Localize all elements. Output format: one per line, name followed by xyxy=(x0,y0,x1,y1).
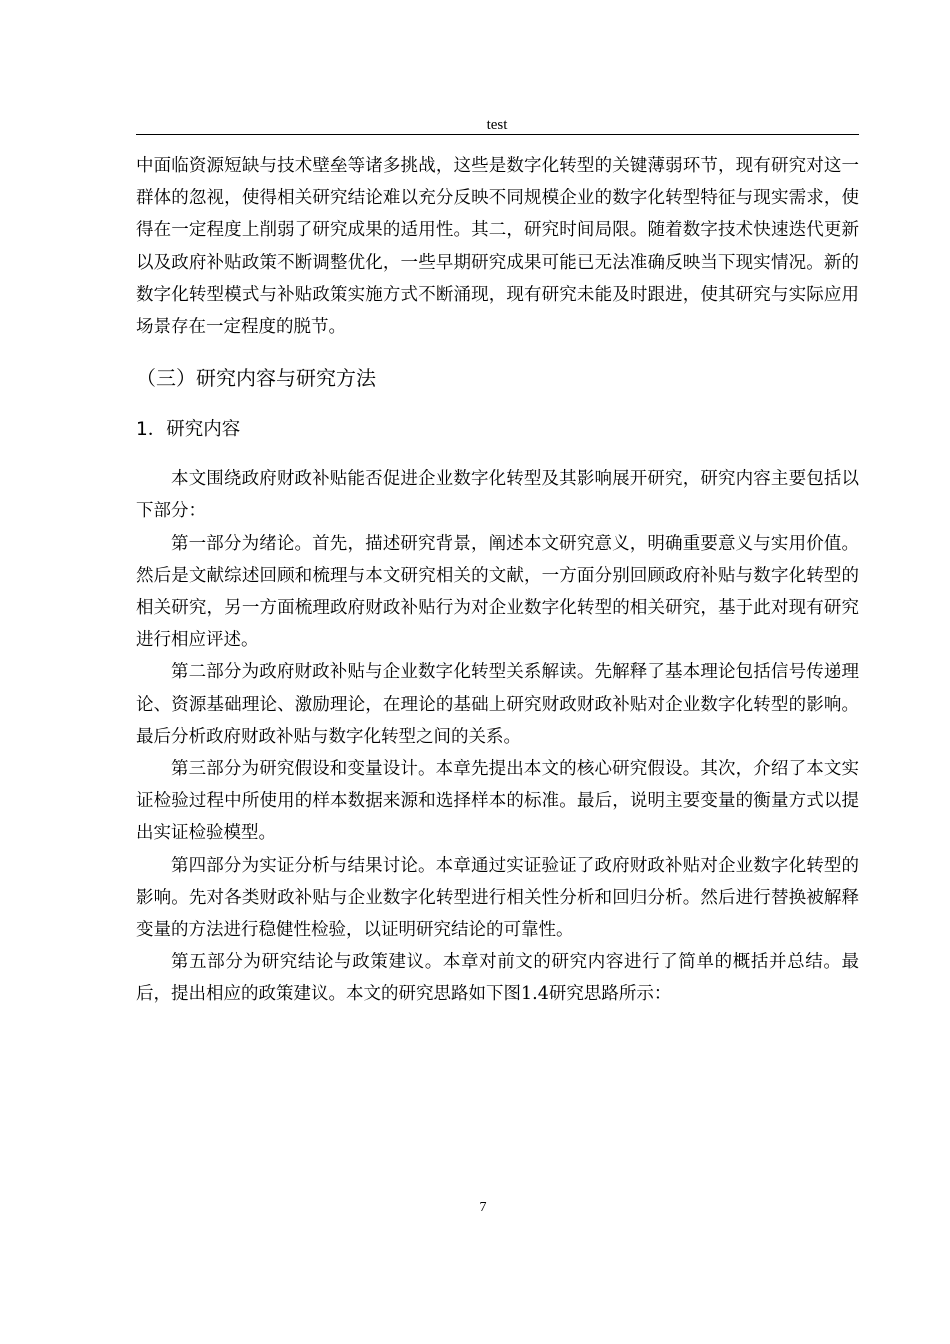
header-divider xyxy=(136,134,859,135)
body-paragraph-part-one: 第一部分为绪论。首先，描述研究背景，阐述本文研究意义，明确重要意义与实用价值。然后是文献综述回顾和梳理与本文研究相关的文献，一方面分别回顾政府补贴与数字化转型的相关研究，另一方面梳理政府财政补贴行为对企业数字化转型的相关研究，基于此对现有研究进行相应评述。 xyxy=(136,533,859,651)
body-paragraph-part-three: 第三部分为研究假设和变量设计。本章先提出本文的核心研究假设。其次，介绍了本文实证检验过程中所使用的样本数据来源和选择样本的标准。最后，说明主要变量的衡量方式以提出实证检验模型。 xyxy=(136,759,859,844)
section-heading: （三）研究内容与研究方法 xyxy=(136,366,376,391)
page-number: 7 xyxy=(479,1200,487,1215)
body-paragraph-part-five: 第五部分为研究结论与政策建议。本章对前文的研究内容进行了简单的概括并总结。最后，提出相应的政策建议。本文的研究思路如下图1.4研究思路所示： xyxy=(136,952,859,1005)
body-paragraph-part-two: 第二部分为政府财政补贴与企业数字化转型关系解读。先解释了基本理论包括信号传递理论、资源基础理论、激励理论，在理论的基础上研究财政财政补贴对企业数字化转型的影响。最后分析政府财政补贴与数字化转型之间的关系。 xyxy=(136,662,859,747)
body-paragraph-part-four: 第四部分为实证分析与结果讨论。本章通过实证验证了政府财政补贴对企业数字化转型的影响。先对各类财政补贴与企业数字化转型进行相关性分析和回归分析。然后进行替换被解释变量的方法进行稳健性检验，以证明研究结论的可靠性。 xyxy=(136,855,859,941)
subsection-heading: 1．研究内容 xyxy=(136,419,241,441)
research-content-paragraphs xyxy=(136,463,859,1010)
page-body xyxy=(136,150,859,1011)
body-paragraph-continued: 中面临资源短缺与技术壁垒等诸多挑战，这些是数字化转型的关键薄弱环节，现有研究对这一群体的忽视，使得相关研究结论难以充分反映不同规模企业的数字化转型特征与现实需求，使得在一定程度上削弱了研究成果的适用性。其二，研究时间局限。随着数字技术快速迭代更新以及政府补贴政策不断调整优化，一些早期研究成果可能已无法准确反映当下现实情况。新的数字化转型模式与补贴政策实施方式不断涌现，现有研究未能及时跟进，使其研究与实际应用场景存在一定程度的脱节。 xyxy=(136,156,859,338)
running-header: test xyxy=(486,117,508,133)
body-paragraph-intro: 本文围绕政府财政补贴能否促进企业数字化转型及其影响展开研究，研究内容主要包括以下部分： xyxy=(136,469,859,522)
